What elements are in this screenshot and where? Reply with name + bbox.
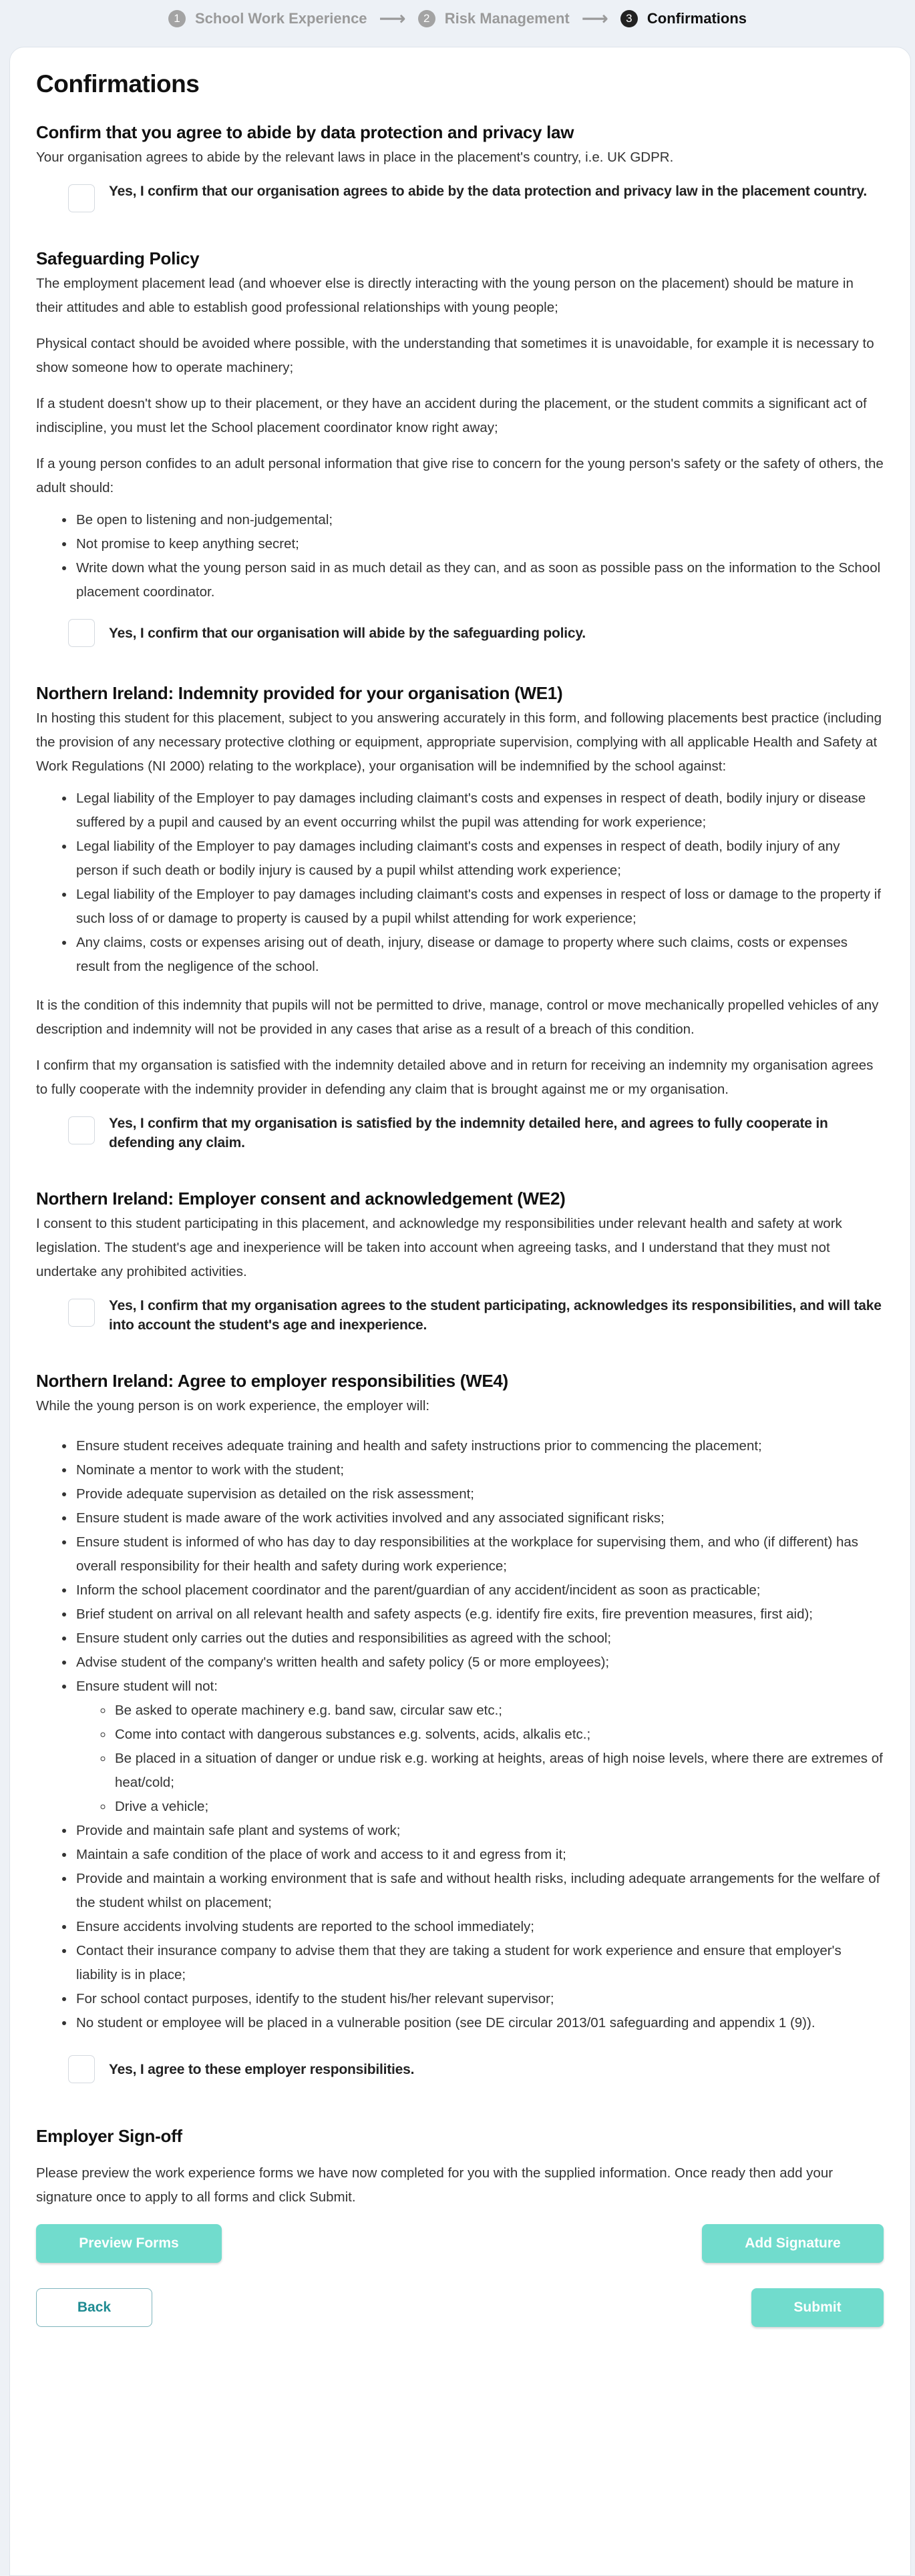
list-item: • Write down what the young person said in as much detail as they can, and as soon as possible pass on the information to the School placement coordinator. bbox=[75, 556, 884, 604]
consent-confirm[interactable] bbox=[68, 1296, 884, 1335]
list-item: • Any claims, costs or expenses arising out of death, injury, disease or damage to property where such claims, costs or expenses result from the negligence of the school. bbox=[75, 931, 884, 979]
step-school-work-experience[interactable] bbox=[168, 10, 367, 27]
safeguarding-section bbox=[36, 248, 884, 647]
section-intro: In hosting this student for this placement, subject to you answering accurately in this form, and following placements best practice (including the provision of any necessary protective clothing or equipment, appropriate supervision, complying with all applicable Health and Safety at Work Regulations (NI 2000) relating to the workplace), your organisation will be indemnified by the school against: bbox=[36, 710, 882, 774]
list-item: • Legal liability of the Employer to pay damages including claimant's costs and expenses in respect of death, bodily injury or disease suffered by a pupil and caused by an event occurring whilst the pupil was attending for work experience; bbox=[75, 787, 884, 835]
checkbox-label[interactable]: Yes, I confirm that our organisation will abide by the safeguarding policy. bbox=[109, 626, 586, 641]
section-heading: Employer Sign-off bbox=[36, 2126, 182, 2146]
sub-list-item: ◦ Be asked to operate machinery e.g. band saw, circular saw etc.; bbox=[114, 1699, 884, 1723]
checkbox-label[interactable]: Yes, I agree to these employer responsibilities. bbox=[109, 2062, 415, 2077]
responsibilities-checkbox[interactable] bbox=[68, 2055, 95, 2083]
list-item: • No student or employee will be placed in a vulnerable position (see DE circular 2013/01 safeguarding and appendix 1 (9)). bbox=[75, 2011, 884, 2035]
list-item: • Brief student on arrival on all relevant health and safety aspects (e.g. identify fire exits, fire prevention measures, first aid); bbox=[75, 1602, 884, 1627]
indemnity-list bbox=[36, 787, 884, 979]
step-number-3: 3 bbox=[620, 10, 638, 27]
list-item: • Provide and maintain safe plant and systems of work; bbox=[75, 1819, 884, 1843]
list-item: • Ensure student receives adequate training and health and safety instructions prior to commencing the placement; bbox=[75, 1434, 884, 1458]
data-protection-checkbox[interactable] bbox=[68, 184, 95, 212]
list-item: • Provide and maintain a working environment that is safe and without health risks, including adequate arrangements for the welfare of the student whilst on placement; bbox=[75, 1867, 884, 1915]
paragraph: If a young person confides to an adult personal information that give rise to concern for the young person's safety or the safety of others, the adult should: bbox=[36, 456, 884, 495]
section-intro: While the young person is on work experience, the employer will: bbox=[36, 1398, 430, 1414]
will-not-list bbox=[76, 1699, 884, 1819]
right-arrow-icon: ⟶ bbox=[581, 8, 608, 29]
list-item: • Ensure student only carries out the duties and responsibilities as agreed with the school; bbox=[75, 1627, 884, 1651]
consent-checkbox[interactable] bbox=[68, 1299, 95, 1327]
list-item-will-not bbox=[75, 1675, 884, 1819]
navigation-actions bbox=[36, 2288, 884, 2327]
section-intro: I consent to this student participating in this placement, and acknowledge my responsibilities under relevant health and safety at work legislation. The student's age and inexperience will be taken into account when agreeing tasks, and I understand that they must not undertake any prohibited activities. bbox=[36, 1216, 842, 1279]
safeguarding-list bbox=[36, 508, 884, 604]
progress-stepper bbox=[0, 0, 915, 36]
section-heading: Safeguarding Policy bbox=[36, 248, 200, 268]
step-number-1: 1 bbox=[168, 10, 186, 27]
list-item: • Be open to listening and non-judgemental; bbox=[75, 508, 884, 532]
page-title: Confirmations bbox=[36, 70, 200, 97]
responsibilities-list bbox=[36, 1434, 884, 2035]
list-item: • For school contact purposes, identify to the student his/her relevant supervisor; bbox=[75, 1987, 884, 2011]
consent-we2-section bbox=[36, 1189, 884, 1335]
list-item: • Ensure student is informed of who has day to day responsibilities at the workplace for supervising them, and who (if different) has overall responsibility for their health and safety during work experience; bbox=[75, 1530, 884, 1578]
sub-list-item: ◦ Drive a vehicle; bbox=[114, 1795, 884, 1819]
section-heading: Confirm that you agree to abide by data protection and privacy law bbox=[36, 122, 574, 142]
step-label: Confirmations bbox=[647, 10, 747, 27]
responsibilities-confirm[interactable] bbox=[68, 2053, 884, 2083]
safeguarding-checkbox[interactable] bbox=[68, 619, 95, 647]
indemnity-we1-section bbox=[36, 683, 884, 1152]
step-risk-management[interactable] bbox=[418, 10, 570, 27]
list-item: • Inform the school placement coordinator and the parent/guardian of any accident/incident as soon as practicable; bbox=[75, 1578, 884, 1602]
list-item: • Legal liability of the Employer to pay damages including claimant's costs and expenses in respect of loss or damage to the property if such loss of or damage to property is caused by a pupil whilst attending for work experience; bbox=[75, 883, 884, 931]
section-heading: Northern Ireland: Employer consent and acknowledgement (WE2) bbox=[36, 1189, 566, 1209]
step-label: Risk Management bbox=[444, 10, 570, 27]
section-intro: Please preview the work experience forms we have now completed for you with the supplied information. Once ready then add your signature once to apply to all forms and click Submit. bbox=[36, 2165, 834, 2205]
checkbox-label[interactable]: Yes, I confirm that our organisation agrees to abide by the data protection and privacy law in the placement country. bbox=[109, 184, 867, 199]
step-number-2: 2 bbox=[418, 10, 435, 27]
checkbox-label[interactable]: Yes, I confirm that my organisation is satisfied by the indemnity detailed here, and agrees to fully cooperate in defending any claim. bbox=[109, 1116, 828, 1150]
list-item: • Ensure student is made aware of the work activities involved and any associated significant risks; bbox=[75, 1506, 884, 1530]
list-item: • Nominate a mentor to work with the student; bbox=[75, 1458, 884, 1482]
back-button[interactable]: Back bbox=[36, 2288, 152, 2327]
paragraph: The employment placement lead (and whoever else is directly interacting with the young person on the placement) should be mature in their attitudes and able to establish good professional relationships with young people; bbox=[36, 276, 854, 315]
confirmations-card bbox=[9, 47, 911, 2576]
section-heading: Northern Ireland: Agree to employer responsibilities (WE4) bbox=[36, 1371, 508, 1391]
indemnity-checkbox[interactable] bbox=[68, 1116, 95, 1144]
sub-list-item: ◦ Come into contact with dangerous substances e.g. solvents, acids, alkalis etc.; bbox=[114, 1723, 884, 1747]
submit-button[interactable]: Submit bbox=[751, 2288, 884, 2327]
section-heading: Northern Ireland: Indemnity provided for your organisation (WE1) bbox=[36, 683, 563, 703]
add-signature-button[interactable]: Add Signature bbox=[702, 2224, 884, 2263]
paragraph: It is the condition of this indemnity that pupils will not be permitted to drive, manage, control or move mechanically propelled vehicles of any description and indemnity will not be provided in any cases that arise as a result of a breach of this condition. bbox=[36, 998, 879, 1037]
sub-list-item: ◦ Be placed in a situation of danger or undue risk e.g. working at heights, areas of high noise levels, where there are extremes of heat/cold; bbox=[114, 1747, 884, 1795]
step-label: School Work Experience bbox=[194, 10, 367, 27]
paragraph: Physical contact should be avoided where possible, with the understanding that sometimes it is unavoidable, for example it is necessary to show someone how to operate machinery; bbox=[36, 336, 874, 375]
list-item: • Not promise to keep anything secret; bbox=[75, 532, 884, 556]
list-item: • Advise student of the company's written health and safety policy (5 or more employees); bbox=[75, 1651, 884, 1675]
responsibilities-we4-section bbox=[36, 1371, 884, 2083]
will-not-label: Ensure student will not: bbox=[76, 1679, 218, 1694]
list-item: • Maintain a safe condition of the place of work and access to it and egress from it; bbox=[75, 1843, 884, 1867]
list-item: • Ensure accidents involving students are reported to the school immediately; bbox=[75, 1915, 884, 1939]
sign-off-actions bbox=[36, 2224, 884, 2263]
list-item: • Provide adequate supervision as detailed on the risk assessment; bbox=[75, 1482, 884, 1506]
right-arrow-icon: ⟶ bbox=[379, 8, 406, 29]
preview-forms-button[interactable]: Preview Forms bbox=[36, 2224, 222, 2263]
step-confirmations bbox=[620, 10, 747, 27]
checkbox-label[interactable]: Yes, I confirm that my organisation agrees to the student participating, acknowledges its responsibilities, and will take into account the student's age and inexperience. bbox=[109, 1298, 882, 1333]
data-protection-confirm[interactable] bbox=[68, 182, 884, 212]
list-item: • Legal liability of the Employer to pay damages including claimant's costs and expenses in respect of death, bodily injury of any person if such death or bodily injury is caused by a pupil whilst attending work experience; bbox=[75, 835, 884, 883]
indemnity-confirm[interactable] bbox=[68, 1114, 884, 1152]
list-item: • Contact their insurance company to advise them that they are taking a student for work experience and ensure that employer's liability is in place; bbox=[75, 1939, 884, 1987]
section-intro: Your organisation agrees to abide by the relevant laws in place in the placement's country, i.e. UK GDPR. bbox=[36, 150, 674, 165]
safeguarding-confirm[interactable] bbox=[68, 616, 884, 647]
data-protection-section bbox=[36, 122, 884, 212]
paragraph: I confirm that my organsation is satisfied with the indemnity detailed above and in return for receiving an indemnity my organisation agrees to fully cooperate with the indemnity provider in defending any claim that is brought against me or my organisation. bbox=[36, 1058, 874, 1097]
sign-off-section bbox=[36, 2126, 884, 2327]
paragraph: If a student doesn't show up to their placement, or they have an accident during the placement, or the student commits a significant act of indiscipline, you must let the School placement coordinator know right away; bbox=[36, 396, 867, 435]
